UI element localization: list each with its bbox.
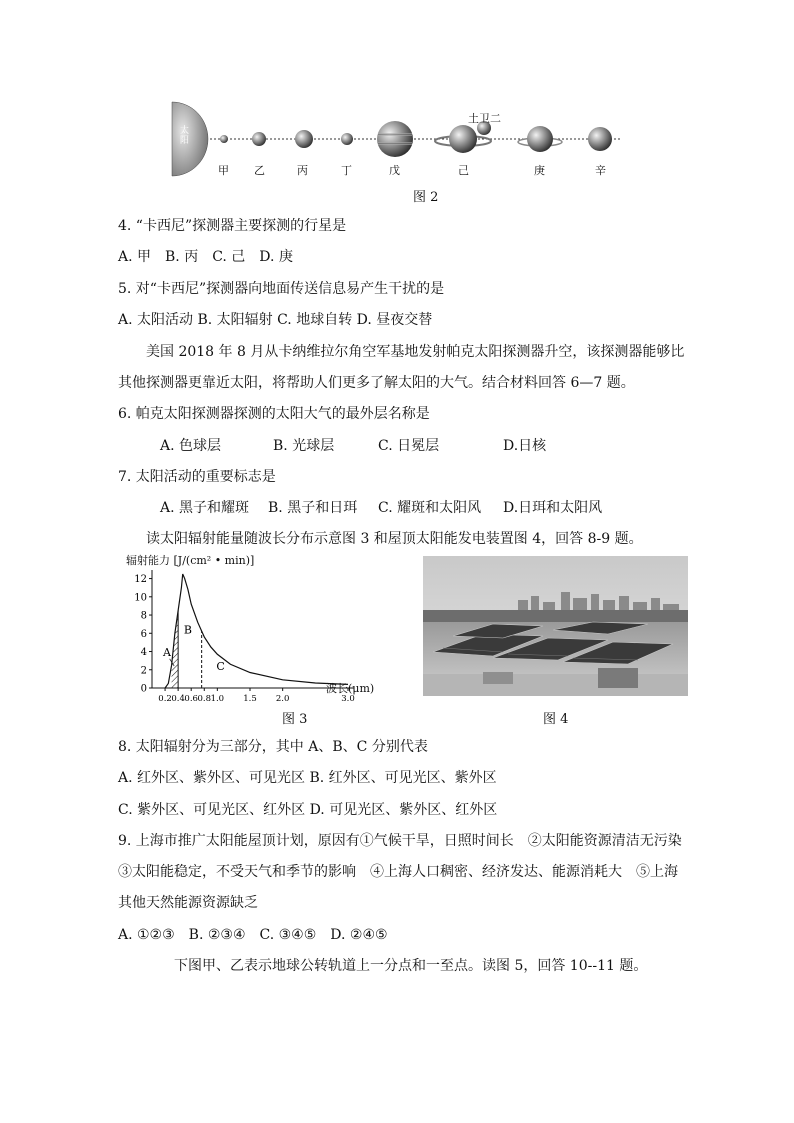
planet-label-bing: 丙 xyxy=(297,164,308,177)
region-a-hatch xyxy=(172,610,179,688)
planet-label-ji: 己 xyxy=(458,164,469,177)
planet-yi xyxy=(252,132,266,146)
planet-jia xyxy=(220,135,228,143)
figure-2-caption: 图 2 xyxy=(413,190,439,205)
planet-geng xyxy=(518,126,562,152)
q7-stem: 7. 太阳活动的重要标志是 xyxy=(118,469,276,485)
q6-stem: 6. 帕克太阳探测器探测的太阳大气的最外层名称是 xyxy=(118,406,430,422)
q9-options: A. ①②③ B. ②③④ C. ③④⑤ D. ②④⑤ xyxy=(118,927,388,943)
x-tick-label: 0.4 xyxy=(171,694,185,702)
q8-options-row-1: A. 红外区、紫外区、可见光区 B. 红外区、可见光区、紫外区 xyxy=(118,770,497,786)
passage-1-line-2: 其他探测器更靠近太阳，将帮助人们更多了解太阳的大气。结合材料回答 6—7 题。 xyxy=(118,375,635,391)
passage-2: 读太阳辐射能量随波长分布示意图 3 和屋顶太阳能发电装置图 4，回答 8-9 题。 xyxy=(146,531,643,547)
x-tick-label: 1.0 xyxy=(210,694,225,702)
y-tick-label: 2 xyxy=(140,665,147,677)
q7-option-c: C. 耀斑和太阳风 xyxy=(378,500,482,516)
solar-panel-photo xyxy=(423,556,688,696)
y-tick-label: 4 xyxy=(140,647,147,659)
x-tick-label: 0.8 xyxy=(197,694,212,702)
q7-option-a: A. 黑子和耀斑 xyxy=(160,500,250,516)
q9-line-2: ③太阳能稳定，不受天气和季节的影响 ④上海人口稠密、经济发达、能源消耗大 ⑤上海 xyxy=(118,864,678,880)
moon-label: 土卫二 xyxy=(468,112,501,125)
figure-4-caption: 图 4 xyxy=(543,712,569,727)
planet-bing xyxy=(295,130,313,148)
figure-3 xyxy=(126,552,376,702)
q5-options: A. 太阳活动 B. 太阳辐射 C. 地球自转 D. 昼夜交替 xyxy=(118,312,433,328)
y-tick-label: 10 xyxy=(134,592,147,604)
q6-option-c: C. 日冕层 xyxy=(378,438,440,454)
region-label-b: B xyxy=(183,623,192,637)
region-label-a: A xyxy=(163,646,172,660)
q4-options: A. 甲 B. 丙 C. 己 D. 庚 xyxy=(118,249,293,265)
x-tick-label: 0.2 xyxy=(158,694,172,702)
planet-label-geng: 庚 xyxy=(534,164,545,177)
q6-option-d: D.日核 xyxy=(503,438,547,454)
passage-3: 下图甲、乙表示地球公转轨道上一分点和一至点。读图 5，回答 10--11 题。 xyxy=(174,958,648,974)
solar-system-figure xyxy=(160,98,630,180)
planet-xin xyxy=(588,127,612,151)
y-tick-label: 12 xyxy=(134,574,147,586)
q4-stem: 4. “卡西尼”探测器主要探测的行星是 xyxy=(118,218,347,234)
x-tick-label: 3.0 xyxy=(341,694,355,702)
sun-label: 太阳 xyxy=(180,126,190,146)
chart-ylabel: 辐射能力 [J/(cm² • min)] xyxy=(126,554,255,567)
q6-option-b: B. 光球层 xyxy=(273,438,335,454)
radiation-curve xyxy=(165,574,348,688)
q5-stem: 5. 对“卡西尼”探测器向地面传送信息易产生干扰的是 xyxy=(118,281,445,297)
planet-label-jia: 甲 xyxy=(218,164,229,177)
passage-1-line-1: 美国 2018 年 8 月从卡纳维拉尔角空军基地发射帕克太阳探测器升空，该探测器能够比 xyxy=(146,344,685,360)
q7-option-b: B. 黑子和日珥 xyxy=(268,500,358,516)
chart-xlabel: 波长(μm) xyxy=(326,682,375,695)
q9-line-3: 其他天然能源资源缺乏 xyxy=(118,895,258,911)
q6-option-a: A. 色球层 xyxy=(160,438,222,454)
x-tick-label: 1.5 xyxy=(243,694,257,702)
planet-ding xyxy=(341,133,353,145)
planet-wu xyxy=(377,121,413,157)
q8-stem: 8. 太阳辐射分为三部分，其中 A、B、C 分别代表 xyxy=(118,739,428,755)
x-tick-label: 0.6 xyxy=(184,694,198,702)
planet-label-yi: 乙 xyxy=(254,164,265,177)
y-tick-label: 6 xyxy=(140,628,147,640)
planet-label-wu: 戊 xyxy=(389,164,400,177)
y-tick-label: 8 xyxy=(140,610,147,622)
planet-label-ding: 丁 xyxy=(341,164,352,177)
q8-options-row-2: C. 紫外区、可见光区、红外区 D. 可见光区、紫外区、红外区 xyxy=(118,802,498,818)
q9-line-1: 9. 上海市推广太阳能屋顶计划，原因有①气候干旱，日照时间长 ②太阳能资源清洁无污染 xyxy=(118,833,682,849)
q7-option-d: D.日珥和太阳风 xyxy=(503,500,603,516)
figure-3-caption: 图 3 xyxy=(282,712,308,727)
region-label-c: C xyxy=(216,659,225,673)
y-tick-label: 0 xyxy=(140,683,147,695)
planet-label-xin: 辛 xyxy=(595,164,606,177)
x-tick-label: 2.0 xyxy=(275,694,290,702)
